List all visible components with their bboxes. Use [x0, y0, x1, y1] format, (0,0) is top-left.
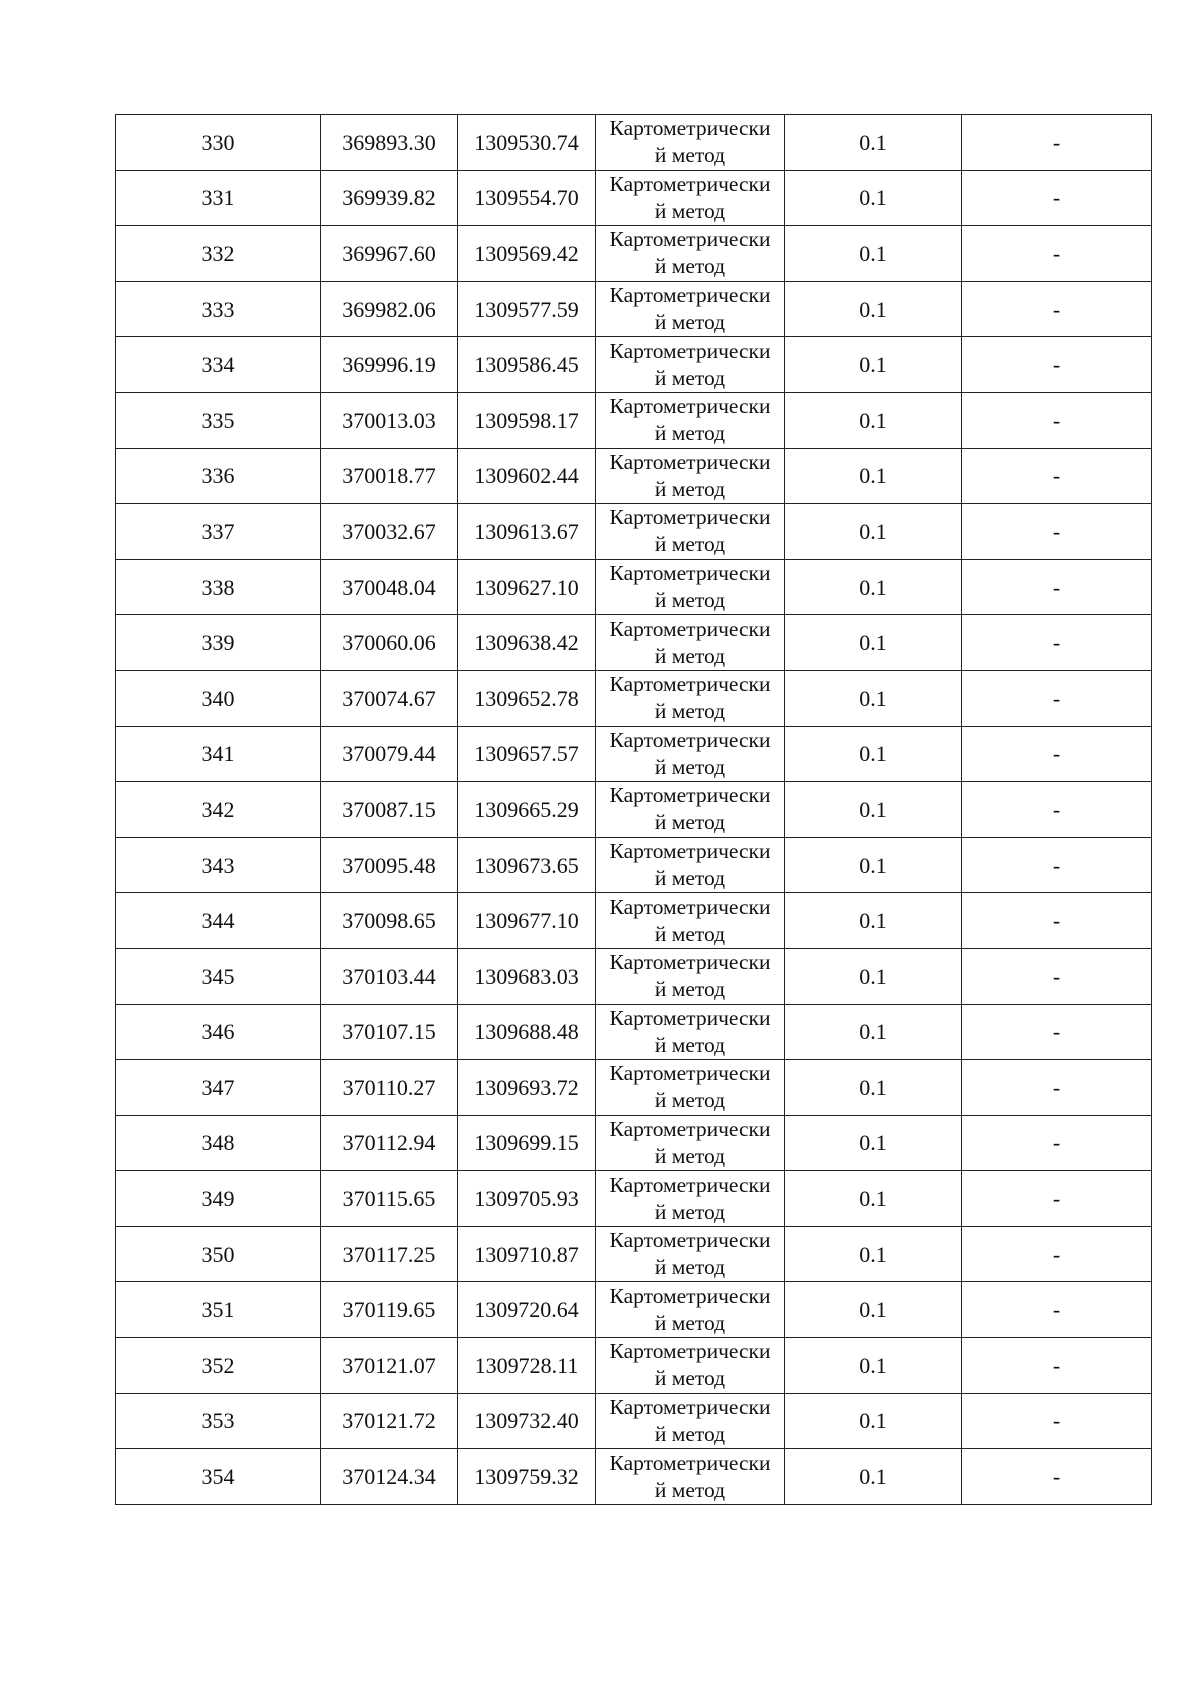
method-text-line-1: Картометрически [609, 1061, 771, 1086]
point-number-cell: 338 [116, 559, 321, 615]
method-cell [596, 337, 785, 393]
note-cell: - [962, 1393, 1152, 1449]
x-coordinate-cell: 370103.44 [321, 948, 458, 1004]
x-coordinate-cell: 370074.67 [321, 670, 458, 726]
table-row [116, 1449, 1152, 1505]
point-number-cell: 340 [116, 670, 321, 726]
x-coordinate-cell: 370107.15 [321, 1004, 458, 1060]
y-coordinate-cell: 1309627.10 [458, 559, 596, 615]
accuracy-cell: 0.1 [785, 281, 962, 337]
point-number-cell: 330 [116, 115, 321, 171]
point-number-cell: 335 [116, 392, 321, 448]
y-coordinate-cell: 1309710.87 [458, 1226, 596, 1282]
table-body [116, 115, 1152, 1505]
y-coordinate-cell: 1309652.78 [458, 670, 596, 726]
table-row [116, 1393, 1152, 1449]
table-row [116, 1004, 1152, 1060]
note-cell: - [962, 1282, 1152, 1338]
table-row [116, 615, 1152, 671]
method-cell [596, 1226, 785, 1282]
accuracy-cell: 0.1 [785, 337, 962, 393]
method-cell [596, 726, 785, 782]
method-text-line-2: й метод [654, 310, 726, 335]
x-coordinate-cell: 369893.30 [321, 115, 458, 171]
method-text-line-2: й метод [654, 365, 726, 390]
table-row [116, 1338, 1152, 1394]
y-coordinate-cell: 1309732.40 [458, 1393, 596, 1449]
y-coordinate-cell: 1309665.29 [458, 782, 596, 838]
accuracy-cell: 0.1 [785, 948, 962, 1004]
method-text-line-1: Картометрически [609, 727, 771, 752]
accuracy-cell: 0.1 [785, 726, 962, 782]
method-cell [596, 1449, 785, 1505]
table-row [116, 281, 1152, 337]
method-text-line-2: й метод [654, 977, 726, 1002]
method-text-line-1: Картометрически [609, 171, 771, 196]
method-cell [596, 392, 785, 448]
method-text-line-2: й метод [654, 1088, 726, 1113]
note-cell: - [962, 170, 1152, 226]
table-row [116, 893, 1152, 949]
table-row [116, 1060, 1152, 1116]
accuracy-cell: 0.1 [785, 1282, 962, 1338]
method-text-line-2: й метод [654, 1199, 726, 1224]
accuracy-cell: 0.1 [785, 448, 962, 504]
accuracy-cell: 0.1 [785, 1171, 962, 1227]
y-coordinate-cell: 1309728.11 [458, 1338, 596, 1394]
method-text-line-1: Картометрически [609, 839, 771, 864]
y-coordinate-cell: 1309688.48 [458, 1004, 596, 1060]
table-row [116, 1115, 1152, 1171]
point-number-cell: 349 [116, 1171, 321, 1227]
method-text-line-2: й метод [654, 643, 726, 668]
x-coordinate-cell: 370060.06 [321, 615, 458, 671]
method-text-line-1: Картометрически [609, 1394, 771, 1419]
x-coordinate-cell: 370032.67 [321, 504, 458, 560]
accuracy-cell: 0.1 [785, 1060, 962, 1116]
x-coordinate-cell: 370079.44 [321, 726, 458, 782]
method-text-line-2: й метод [654, 1477, 726, 1502]
table-row [116, 1226, 1152, 1282]
method-text-line-2: й метод [654, 921, 726, 946]
method-text-line-1: Картометрически [609, 394, 771, 419]
x-coordinate-cell: 369967.60 [321, 226, 458, 282]
method-cell [596, 226, 785, 282]
method-cell [596, 1393, 785, 1449]
accuracy-cell: 0.1 [785, 1226, 962, 1282]
method-text-line-2: й метод [654, 810, 726, 835]
y-coordinate-cell: 1309586.45 [458, 337, 596, 393]
method-cell [596, 115, 785, 171]
accuracy-cell: 0.1 [785, 837, 962, 893]
note-cell: - [962, 1338, 1152, 1394]
note-cell: - [962, 1449, 1152, 1505]
note-cell: - [962, 1226, 1152, 1282]
point-number-cell: 343 [116, 837, 321, 893]
method-text-line-1: Картометрически [609, 1339, 771, 1364]
y-coordinate-cell: 1309759.32 [458, 1449, 596, 1505]
table-row [116, 559, 1152, 615]
method-text-line-2: й метод [654, 198, 726, 223]
method-text-line-1: Картометрически [609, 1172, 771, 1197]
method-cell [596, 1115, 785, 1171]
method-text-line-2: й метод [654, 1143, 726, 1168]
note-cell: - [962, 782, 1152, 838]
y-coordinate-cell: 1309673.65 [458, 837, 596, 893]
method-text-line-1: Картометрически [609, 449, 771, 474]
table-row [116, 392, 1152, 448]
y-coordinate-cell: 1309720.64 [458, 1282, 596, 1338]
accuracy-cell: 0.1 [785, 782, 962, 838]
method-text-line-1: Картометрически [609, 1450, 771, 1475]
point-number-cell: 346 [116, 1004, 321, 1060]
point-number-cell: 345 [116, 948, 321, 1004]
method-text-line-1: Картометрически [609, 338, 771, 363]
note-cell: - [962, 615, 1152, 671]
method-cell [596, 170, 785, 226]
method-cell [596, 559, 785, 615]
method-text-line-1: Картометрически [609, 227, 771, 252]
method-cell [596, 782, 785, 838]
y-coordinate-cell: 1309613.67 [458, 504, 596, 560]
note-cell: - [962, 337, 1152, 393]
x-coordinate-cell: 370124.34 [321, 1449, 458, 1505]
method-text-line-2: й метод [654, 421, 726, 446]
table-row [116, 948, 1152, 1004]
point-number-cell: 348 [116, 1115, 321, 1171]
accuracy-cell: 0.1 [785, 670, 962, 726]
table-row [116, 726, 1152, 782]
table-row [116, 782, 1152, 838]
method-cell [596, 615, 785, 671]
x-coordinate-cell: 370112.94 [321, 1115, 458, 1171]
y-coordinate-cell: 1309657.57 [458, 726, 596, 782]
y-coordinate-cell: 1309598.17 [458, 392, 596, 448]
method-text-line-1: Картометрически [609, 1116, 771, 1141]
note-cell: - [962, 1060, 1152, 1116]
method-text-line-2: й метод [654, 1366, 726, 1391]
note-cell: - [962, 893, 1152, 949]
y-coordinate-cell: 1309683.03 [458, 948, 596, 1004]
point-number-cell: 334 [116, 337, 321, 393]
x-coordinate-cell: 369982.06 [321, 281, 458, 337]
point-number-cell: 351 [116, 1282, 321, 1338]
method-text-line-2: й метод [654, 588, 726, 613]
y-coordinate-cell: 1309638.42 [458, 615, 596, 671]
method-text-line-1: Картометрически [609, 1005, 771, 1030]
x-coordinate-cell: 370095.48 [321, 837, 458, 893]
x-coordinate-cell: 370117.25 [321, 1226, 458, 1282]
method-text-line-1: Картометрически [609, 1283, 771, 1308]
method-cell [596, 1004, 785, 1060]
point-number-cell: 342 [116, 782, 321, 838]
method-text-line-1: Картометрически [609, 672, 771, 697]
table-row [116, 1282, 1152, 1338]
table-row [116, 670, 1152, 726]
x-coordinate-cell: 370098.65 [321, 893, 458, 949]
note-cell: - [962, 559, 1152, 615]
y-coordinate-cell: 1309677.10 [458, 893, 596, 949]
y-coordinate-cell: 1309554.70 [458, 170, 596, 226]
point-number-cell: 336 [116, 448, 321, 504]
x-coordinate-cell: 369939.82 [321, 170, 458, 226]
method-text-line-1: Картометрически [609, 116, 771, 141]
table-row [116, 226, 1152, 282]
method-cell [596, 504, 785, 560]
x-coordinate-cell: 370048.04 [321, 559, 458, 615]
method-cell [596, 893, 785, 949]
table-row [116, 337, 1152, 393]
point-number-cell: 350 [116, 1226, 321, 1282]
method-cell [596, 1338, 785, 1394]
method-cell [596, 1282, 785, 1338]
accuracy-cell: 0.1 [785, 392, 962, 448]
x-coordinate-cell: 370110.27 [321, 1060, 458, 1116]
method-text-line-2: й метод [654, 754, 726, 779]
table-row [116, 1171, 1152, 1227]
x-coordinate-cell: 370121.07 [321, 1338, 458, 1394]
note-cell: - [962, 1171, 1152, 1227]
accuracy-cell: 0.1 [785, 226, 962, 282]
note-cell: - [962, 281, 1152, 337]
point-number-cell: 333 [116, 281, 321, 337]
method-text-line-1: Картометрически [609, 950, 771, 975]
coordinates-table [115, 114, 1152, 1505]
x-coordinate-cell: 370119.65 [321, 1282, 458, 1338]
table-row [116, 504, 1152, 560]
method-text-line-1: Картометрически [609, 894, 771, 919]
method-text-line-2: й метод [654, 1032, 726, 1057]
method-text-line-2: й метод [654, 1310, 726, 1335]
note-cell: - [962, 226, 1152, 282]
accuracy-cell: 0.1 [785, 170, 962, 226]
method-cell [596, 837, 785, 893]
table-row [116, 837, 1152, 893]
table-row [116, 170, 1152, 226]
note-cell: - [962, 504, 1152, 560]
y-coordinate-cell: 1309530.74 [458, 115, 596, 171]
y-coordinate-cell: 1309693.72 [458, 1060, 596, 1116]
accuracy-cell: 0.1 [785, 1338, 962, 1394]
point-number-cell: 347 [116, 1060, 321, 1116]
accuracy-cell: 0.1 [785, 893, 962, 949]
point-number-cell: 337 [116, 504, 321, 560]
table-row [116, 115, 1152, 171]
method-text-line-1: Картометрически [609, 783, 771, 808]
point-number-cell: 339 [116, 615, 321, 671]
point-number-cell: 332 [116, 226, 321, 282]
note-cell: - [962, 726, 1152, 782]
note-cell: - [962, 670, 1152, 726]
x-coordinate-cell: 370018.77 [321, 448, 458, 504]
point-number-cell: 352 [116, 1338, 321, 1394]
accuracy-cell: 0.1 [785, 115, 962, 171]
y-coordinate-cell: 1309569.42 [458, 226, 596, 282]
accuracy-cell: 0.1 [785, 559, 962, 615]
x-coordinate-cell: 370121.72 [321, 1393, 458, 1449]
method-text-line-1: Картометрически [609, 283, 771, 308]
point-number-cell: 353 [116, 1393, 321, 1449]
y-coordinate-cell: 1309602.44 [458, 448, 596, 504]
accuracy-cell: 0.1 [785, 1115, 962, 1171]
note-cell: - [962, 115, 1152, 171]
accuracy-cell: 0.1 [785, 615, 962, 671]
method-text-line-2: й метод [654, 143, 726, 168]
method-text-line-1: Картометрически [609, 616, 771, 641]
method-text-line-2: й метод [654, 699, 726, 724]
method-text-line-2: й метод [654, 866, 726, 891]
point-number-cell: 341 [116, 726, 321, 782]
accuracy-cell: 0.1 [785, 504, 962, 560]
table-row [116, 448, 1152, 504]
point-number-cell: 344 [116, 893, 321, 949]
x-coordinate-cell: 369996.19 [321, 337, 458, 393]
method-cell [596, 670, 785, 726]
y-coordinate-cell: 1309577.59 [458, 281, 596, 337]
accuracy-cell: 0.1 [785, 1449, 962, 1505]
method-text-line-2: й метод [654, 532, 726, 557]
y-coordinate-cell: 1309705.93 [458, 1171, 596, 1227]
method-text-line-1: Картометрически [609, 1228, 771, 1253]
point-number-cell: 354 [116, 1449, 321, 1505]
x-coordinate-cell: 370013.03 [321, 392, 458, 448]
method-text-line-2: й метод [654, 476, 726, 501]
point-number-cell: 331 [116, 170, 321, 226]
method-text-line-1: Картометрически [609, 561, 771, 586]
x-coordinate-cell: 370087.15 [321, 782, 458, 838]
accuracy-cell: 0.1 [785, 1004, 962, 1060]
method-text-line-1: Картометрически [609, 505, 771, 530]
y-coordinate-cell: 1309699.15 [458, 1115, 596, 1171]
method-text-line-2: й метод [654, 254, 726, 279]
method-cell [596, 1060, 785, 1116]
note-cell: - [962, 948, 1152, 1004]
method-cell [596, 1171, 785, 1227]
note-cell: - [962, 1115, 1152, 1171]
x-coordinate-cell: 370115.65 [321, 1171, 458, 1227]
note-cell: - [962, 392, 1152, 448]
method-cell [596, 448, 785, 504]
method-text-line-2: й метод [654, 1421, 726, 1446]
note-cell: - [962, 1004, 1152, 1060]
method-cell [596, 281, 785, 337]
method-cell [596, 948, 785, 1004]
note-cell: - [962, 837, 1152, 893]
accuracy-cell: 0.1 [785, 1393, 962, 1449]
note-cell: - [962, 448, 1152, 504]
method-text-line-2: й метод [654, 1255, 726, 1280]
